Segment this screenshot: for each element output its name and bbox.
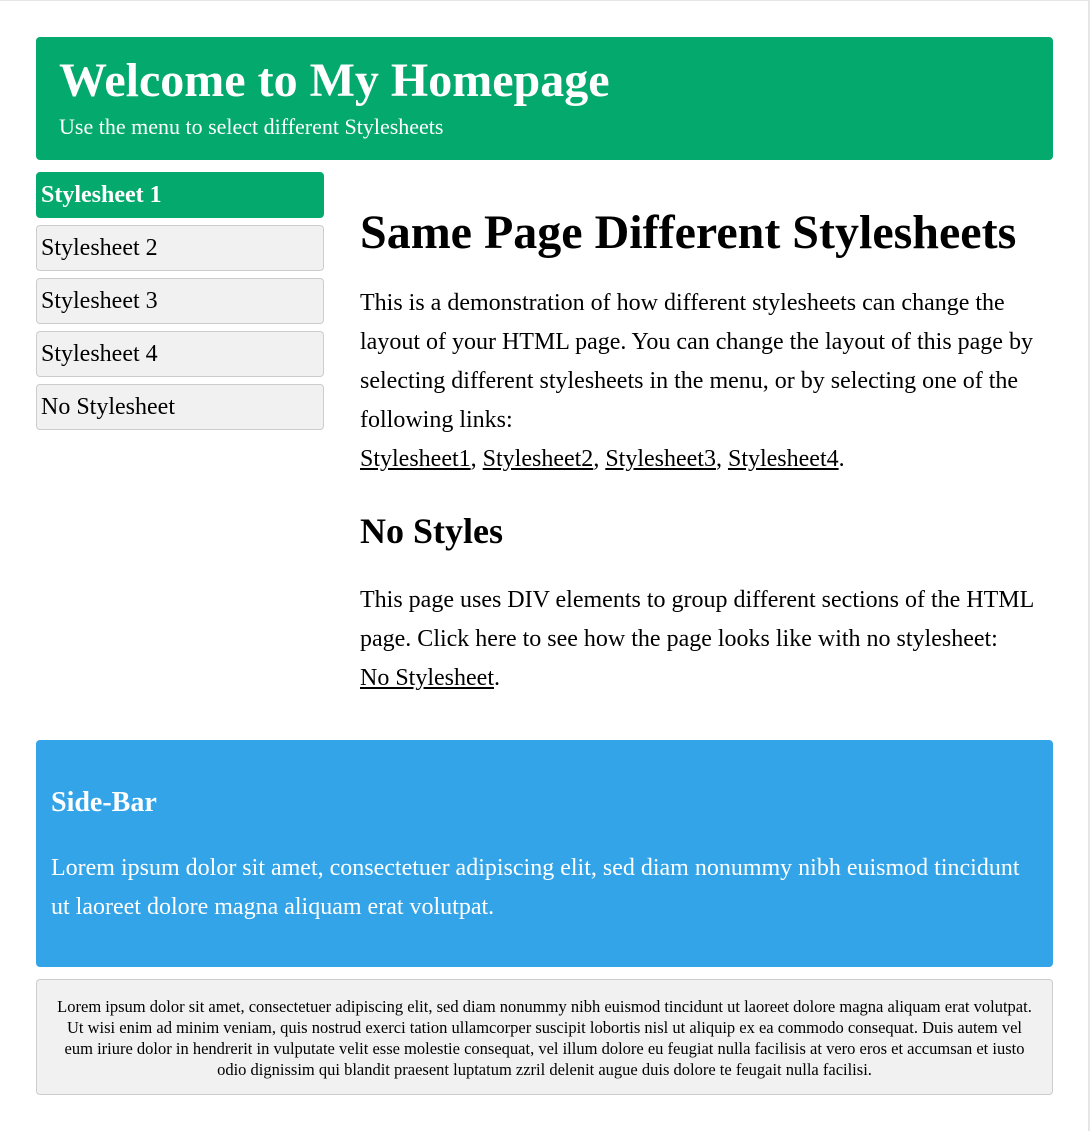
menu-item-stylesheet-4[interactable]: Stylesheet 4 bbox=[36, 331, 324, 377]
link-separator: , bbox=[715, 446, 728, 472]
footer-text: Lorem ipsum dolor sit amet, consectetuer adipiscing elit, sed diam nonummy nibh euismod tincidunt ut laoreet dolore magna aliquam erat volutpat. Ut wisi enim ad minim veniam, quis nostrud exerci tation ullamcorper suscipit lobortis nisl ut aliquip ex ea commodo consequat. Duis autem vel eum iriure dolor in hendrerit in vulputate velit esse molestie consequat, vel illum dolore eu feugiat nulla facilisis at vero eros et accumsan et iusto odio dignissim qui blandit praesent luptatum zzril delenit augue duis dolore te feugait nulla facilisi. bbox=[57, 997, 1032, 1079]
header-title: Welcome to My Homepage bbox=[59, 54, 610, 107]
no-style-end: . bbox=[493, 665, 500, 691]
link-stylesheet2[interactable]: Stylesheet2 bbox=[482, 446, 594, 472]
main-title: Same Page Different Stylesheets bbox=[360, 206, 1017, 259]
link-stylesheet4[interactable]: Stylesheet4 bbox=[727, 446, 839, 472]
section-text: This page uses DIV elements to group different sections of the HTML page. Click here to see how the page looks like with no stylesheet: bbox=[360, 587, 1034, 652]
link-stylesheet3[interactable]: Stylesheet3 bbox=[605, 446, 716, 472]
menu-item-no-stylesheet[interactable]: No Stylesheet bbox=[36, 384, 324, 430]
link-stylesheet1[interactable]: Stylesheet1 bbox=[360, 446, 471, 472]
link-no-stylesheet[interactable]: No Stylesheet bbox=[360, 665, 494, 691]
header-subtitle: Use the menu to select different Stylesheets bbox=[59, 114, 444, 139]
sidebar-title: Side-Bar bbox=[51, 787, 157, 818]
side-bar bbox=[36, 740, 1053, 967]
links-end: . bbox=[838, 446, 845, 472]
main-content bbox=[360, 200, 1050, 698]
menu-item-stylesheet-2[interactable]: Stylesheet 2 bbox=[36, 225, 324, 271]
sidebar-text: Lorem ipsum dolor sit amet, consectetuer adipiscing elit, sed diam nonummy nibh euismod tincidunt ut laoreet dolore magna aliquam erat volutpat. bbox=[51, 855, 1020, 920]
header bbox=[36, 37, 1053, 160]
page-top-border bbox=[0, 0, 1090, 1]
intro-text: This is a demonstration of how different stylesheets can change the layout of your HTML page. You can change the layout of this page by selecting different stylesheets in the menu, or by selecting one of the following links: bbox=[360, 290, 1033, 433]
menu-item-stylesheet-1[interactable]: Stylesheet 1 bbox=[36, 172, 324, 218]
link-separator: , bbox=[593, 446, 606, 472]
section-paragraph bbox=[360, 581, 1050, 698]
menu-item-stylesheet-3[interactable]: Stylesheet 3 bbox=[36, 278, 324, 324]
section-title: No Styles bbox=[360, 511, 503, 551]
stylesheet-menu bbox=[36, 172, 324, 437]
intro-paragraph bbox=[360, 284, 1050, 479]
footer bbox=[36, 979, 1053, 1095]
link-separator: , bbox=[470, 446, 483, 472]
